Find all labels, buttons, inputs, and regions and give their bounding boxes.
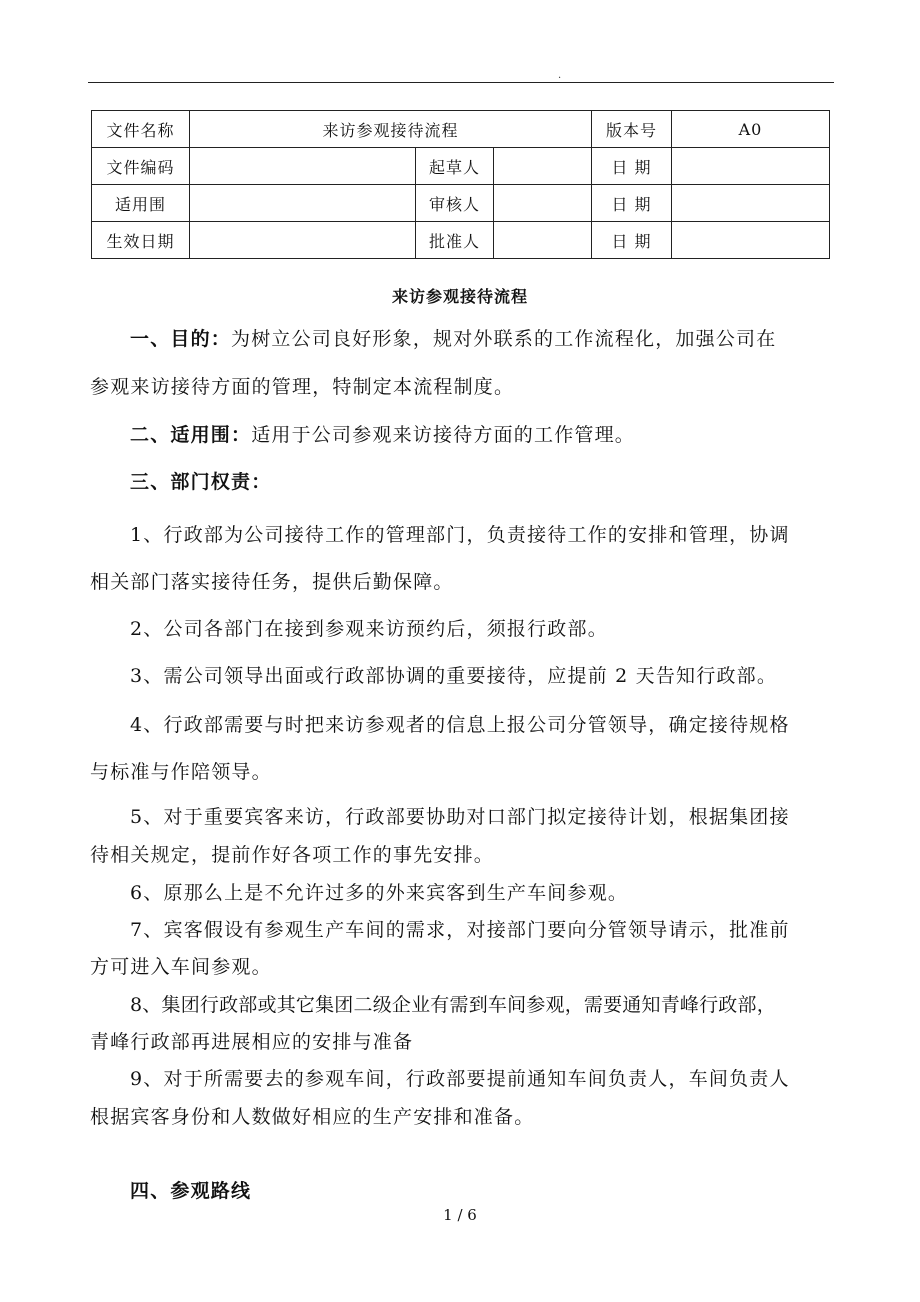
item-1-line-1: 1、行政部为公司接待工作的管理部门，负责接待工作的安排和管理，协调: [130, 524, 790, 546]
section-2-line: [90, 420, 835, 447]
item-4-line-2: 与标准与作陪领导。: [90, 761, 272, 783]
value-file-name: 来访参观接待流程: [190, 111, 592, 148]
info-row-scope: [92, 185, 830, 222]
item-9-line-1: 9、对于所需要去的参观车间，行政部要提前通知车间负责人，车间负责人: [130, 1068, 790, 1090]
item-7-line-1: 7、宾客假设有参观生产车间的需求，对接部门要向分管领导请示，批准前: [130, 919, 790, 941]
header-dot: .: [558, 70, 562, 81]
item-4-line-1: 4、行政部需要与时把来访参观者的信息上报公司分管领导，确定接待规格: [130, 714, 790, 736]
section-1-heading: 一、目的：: [130, 328, 232, 350]
label-date-3: 日 期: [592, 222, 672, 259]
item-1-line-2: 相关部门落实接待任务，提供后勤保障。: [90, 571, 454, 593]
item-5-line-1: 5、对于重要宾客来访，行政部要协助对口部门拟定接待计划，根据集团接: [130, 806, 790, 828]
item-9-line-2: 根据宾客身份和人数做好相应的生产安排和准备。: [90, 1106, 535, 1128]
label-version: 版本号: [592, 111, 672, 148]
section-1-line-2: 参观来访接待方面的管理，特制定本流程制度。: [90, 376, 515, 398]
section-4-heading: 四、参观路线: [130, 1180, 252, 1202]
item-5-line-2: 待相关规定，提前作好各项工作的事先安排。: [90, 844, 495, 866]
label-file-name: 文件名称: [92, 111, 190, 148]
info-row-code: [92, 148, 830, 185]
value-drafter: [494, 148, 592, 185]
label-scope: 适用围: [92, 185, 190, 222]
item-3: 3、需公司领导出面或行政部协调的重要接待，应提前 2 天告知行政部。: [130, 665, 778, 687]
item-6: 6、原那么上是不允许过多的外来宾客到生产车间参观。: [130, 882, 629, 904]
info-row-effective: [92, 222, 830, 259]
section-1-text: 为树立公司良好形象，规对外联系的工作流程化，加强公司在: [231, 328, 777, 350]
page-number: 1 / 6: [443, 1206, 477, 1224]
label-date-2: 日 期: [592, 185, 672, 222]
label-date-1: 日 期: [592, 148, 672, 185]
header-rule: [88, 82, 834, 83]
value-reviewer: [494, 185, 592, 222]
value-scope: [190, 185, 416, 222]
label-reviewer: 审核人: [416, 185, 494, 222]
value-approver: [494, 222, 592, 259]
section-2-heading: 二、适用围：: [130, 424, 252, 446]
item-7-line-2: 方可进入车间参观。: [90, 956, 272, 978]
section-1-line-1: [90, 324, 835, 351]
value-effective-date: [190, 222, 416, 259]
section-2-text: 适用于公司参观来访接待方面的工作管理。: [251, 424, 636, 446]
value-version: A0: [672, 111, 830, 148]
label-approver: 批准人: [416, 222, 494, 259]
document-title: 来访参观接待流程: [391, 287, 528, 306]
section-3-heading: 三、部门权责：: [130, 471, 272, 493]
label-effective-date: 生效日期: [92, 222, 190, 259]
item-2: 2、公司各部门在接到参观来访预约后，须报行政部。: [130, 618, 608, 640]
value-date-2: [672, 185, 830, 222]
item-8-line-2: 青峰行政部再进展相应的安排与准备: [90, 1031, 414, 1053]
label-file-code: 文件编码: [92, 148, 190, 185]
value-date-1: [672, 148, 830, 185]
info-row-name: [92, 111, 830, 148]
item-8-line-1: 8、集团行政部或其它集团二级企业有需到车间参观，需要通知青峰行政部，: [130, 994, 776, 1016]
label-drafter: 起草人: [416, 148, 494, 185]
value-date-3: [672, 222, 830, 259]
document-info-table: [91, 110, 830, 259]
value-file-code: [190, 148, 416, 185]
